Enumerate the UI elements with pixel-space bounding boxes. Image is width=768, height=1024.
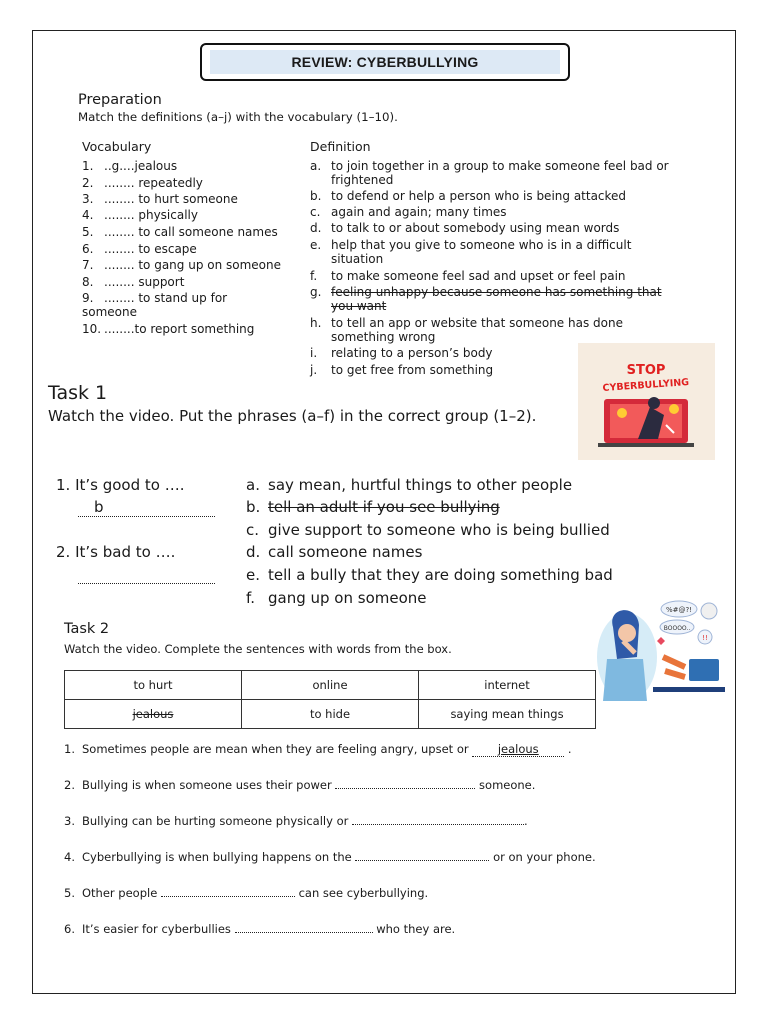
definition-item: e. help that you give to someone who is in a difficult situation [310,238,632,266]
speech-bubble-text: !! [702,634,708,642]
group-answer-field[interactable] [78,565,215,584]
speech-bubble-text: BOOOO.. [663,625,691,632]
answer-blank[interactable] [235,932,373,933]
task1-instruction: Watch the video. Put the phrases (a–f) in the correct group (1–2). [48,407,537,425]
vocab-item: 5. ........ to call someone names [82,225,278,239]
sentence: 4. Cyberbullying is when bullying happens on the or on your phone. [64,850,596,864]
word-box-row [65,671,596,700]
group-label: 1. It’s good to …. [56,476,185,494]
definition-item: a. to join together in a group to make someone feel bad or frightened [310,159,669,187]
task1-heading: Task 1 [48,382,108,404]
answer-blank[interactable] [355,860,489,861]
vocab-item: 8. ........ support [82,275,185,289]
definition-item: c. again and again; many times [310,205,507,219]
sentence: 6. It’s easier for cyberbullies who they are. [64,922,456,936]
phrase-item: e. tell a bully that they are doing something bad [246,566,613,584]
vocabulary-heading: Vocabulary [82,139,152,154]
word-box-cell: to hide [242,700,419,729]
vocab-item: 7. ........ to gang up on someone [82,258,282,272]
sentence: 3. Bullying can be hurting someone physically or . [64,814,528,828]
vocab-item-continued: someone [82,305,137,319]
definition-heading: Definition [310,139,371,154]
word-box [64,670,596,729]
vocab-item: 2. ........ repeatedly [82,176,203,190]
definition-item: f. to make someone feel sad and upset or feel pain [310,269,626,283]
phrase-item: f. gang up on someone [246,589,427,607]
speech-bubble-text: %#@?! [665,606,693,614]
definition-item: i. relating to a person’s body [310,346,493,360]
sentence: 1. Sometimes people are mean when they are feeling angry, upset or jealous . [64,742,572,756]
vocab-item: 6. ........ to escape [82,242,197,256]
phrase-item: d. call someone names [246,543,423,561]
word-box-cell: internet [419,671,596,700]
sentence: 2. Bullying is when someone uses their power someone. [64,778,536,792]
stop-cyberbullying-poster [578,343,715,460]
phrase-item: a. say mean, hurtful things to other people [246,476,573,494]
vocab-item: 9. ........ to stand up for [82,291,228,305]
word-box-cell: to hurt [65,671,242,700]
phrase-item: c. give support to someone who is being bullied [246,521,610,539]
word-box-cell-used: jealous [65,700,242,729]
task2-instruction: Watch the video. Complete the sentences with words from the box. [64,642,452,656]
group-answer-field[interactable]: b [78,498,215,517]
answer-blank[interactable]: jealous [472,742,564,757]
phrase-item-struck: b. tell an adult if you see bullying [246,498,500,516]
word-box-row [65,700,596,729]
cyberbullying-illustration [593,597,733,707]
definition-item-struck: g. feeling unhappy because someone has something that you want [310,285,662,313]
word-box-cell: saying mean things [419,700,596,729]
vocab-item: 4. ........ physically [82,208,198,222]
answer-blank[interactable] [335,788,475,789]
word-box-cell: online [242,671,419,700]
poster-stop-text: STOP [626,363,666,378]
definition-item: h. to tell an app or website that someone has done something wrong [310,316,623,344]
answer-blank[interactable] [352,824,524,825]
page-title: REVIEW: CYBERBULLYING [210,50,560,74]
task2-heading: Task 2 [64,621,110,637]
vocab-item: 3. ........ to hurt someone [82,192,238,206]
vocab-item: 1. ..g....jealous [82,159,178,173]
poster-cyberbullying-text: CYBERBULLYING [602,376,690,395]
preparation-instruction: Match the definitions (a–j) with the vocabulary (1–10). [78,110,398,124]
vocab-item: 10. ........to report something [82,322,255,336]
definition-item: b. to defend or help a person who is being attacked [310,189,627,203]
group-label: 2. It’s bad to …. [56,543,176,561]
preparation-heading: Preparation [78,92,162,108]
answer-blank[interactable] [161,896,295,897]
title-box [200,43,570,81]
sentence: 5. Other people can see cyberbullying. [64,886,429,900]
definition-item: d. to talk to or about somebody using mean words [310,221,620,235]
definition-item: j. to get free from something [310,363,494,377]
